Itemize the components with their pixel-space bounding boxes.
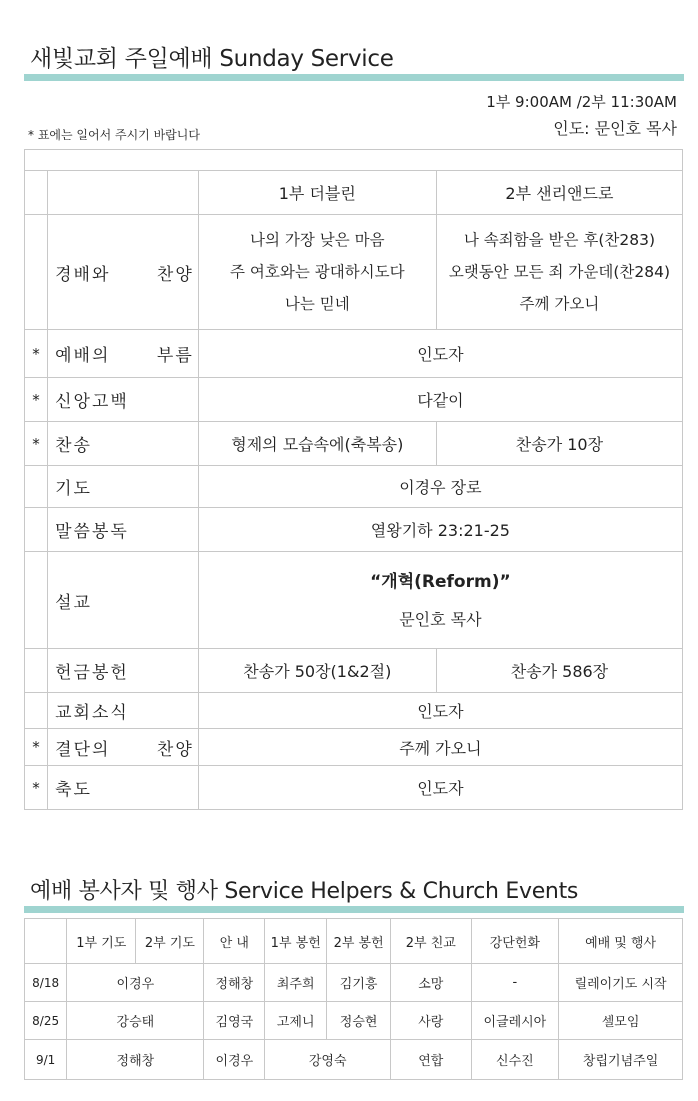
- row-value-first: 찬송가 50장(1&2절): [198, 649, 436, 693]
- praise-songs-first: 나의 가장 낮은 마음 주 여호와는 광대하시도다 나는 믿네: [198, 215, 436, 330]
- row-value: 다같이: [198, 378, 682, 422]
- row-label: 말씀봉독: [55, 522, 129, 542]
- helpers-header-row: [25, 919, 683, 964]
- standing-note: * 표에는 일어서 주시기 바랍니다: [28, 128, 200, 142]
- preacher: 문인호 목사: [399, 610, 482, 629]
- header-cell: 2부 친교: [391, 919, 471, 964]
- date-cell: 8/25: [25, 1002, 67, 1040]
- table-row: * 축도 인도자: [25, 766, 683, 810]
- sermon-cell: [198, 552, 682, 649]
- date-cell: 8/18: [25, 964, 67, 1002]
- column-header-first-service: 1부 더블린: [198, 171, 436, 215]
- date-cell: 9/1: [25, 1040, 67, 1080]
- table-row: [25, 508, 683, 552]
- header-cell: 2부 봉헌: [327, 919, 391, 964]
- table-row: [25, 693, 683, 729]
- row-label: 헌금봉헌: [55, 663, 129, 683]
- row-label: 기도: [55, 479, 92, 499]
- row-value: 열왕기하 23:21-25: [198, 508, 682, 552]
- helpers-divider: [24, 906, 684, 913]
- row-label: 결단의 찬양: [55, 739, 194, 760]
- table-row: 8/18 이경우 정해창 최주희 김기흥 소망 - 릴레이기도 시작: [25, 964, 683, 1002]
- row-label: 예배의 부름: [55, 346, 194, 366]
- header-cell: 1부 봉헌: [265, 919, 327, 964]
- row-label: 축도: [55, 780, 92, 800]
- sermon-title: “개혁(Reform)”: [370, 572, 511, 592]
- table-row: * 찬송 형제의 모습속에(축복송) 찬송가 10장: [25, 422, 683, 466]
- row-label: 설교: [55, 592, 92, 613]
- order-of-service-table: [24, 149, 683, 810]
- row-value: 인도자: [198, 693, 682, 729]
- row-value-second: 찬송가 10장: [436, 422, 682, 466]
- title-divider: [24, 74, 684, 81]
- table-row: [25, 215, 683, 330]
- service-leader: 인도: 문인호 목사: [553, 119, 677, 138]
- table-row: * 예배의 부름 인도자: [25, 330, 683, 378]
- row-value-first: 형제의 모습속에(축복송): [198, 422, 436, 466]
- row-label: 경배와 찬양: [55, 264, 194, 285]
- service-times: 1부 9:00AM /2부 11:30AM: [486, 93, 677, 111]
- praise-songs-second: 나 속죄함을 받은 후(찬283) 오랫동안 모든 죄 가운데(찬284) 주께 가오니: [436, 215, 682, 330]
- row-label: 찬송: [55, 436, 92, 456]
- table-row: 8/25 강승태 김영국 고제니 정승현 사랑 이글레시아 셀모임: [25, 1002, 683, 1040]
- table-row: * 신앙고백 다같이: [25, 378, 683, 422]
- table-row: * 결단의 찬양 주께 가오니: [25, 729, 683, 766]
- row-value: 주께 가오니: [198, 729, 682, 766]
- row-label: 신앙고백: [55, 392, 129, 412]
- table-row: [25, 649, 683, 693]
- helpers-title: 예배 봉사자 및 행사 Service Helpers & Church Events: [30, 879, 579, 904]
- table-row: 9/1 정해창 이경우 강영숙 연합 신수진 창립기념주일: [25, 1040, 683, 1080]
- row-value: 인도자: [198, 766, 682, 810]
- header-cell: 예배 및 행사: [559, 919, 683, 964]
- helpers-table: [24, 918, 683, 1080]
- header-cell: 강단헌화: [471, 919, 559, 964]
- header-cell: 1부 기도: [67, 919, 136, 964]
- row-value: 인도자: [198, 330, 682, 378]
- header-cell: 2부 기도: [136, 919, 204, 964]
- table-row: [25, 552, 683, 649]
- row-value: 이경우 장로: [198, 466, 682, 508]
- row-label: 교회소식: [55, 703, 129, 723]
- table-top-spacer: [25, 150, 683, 171]
- table-row: [25, 466, 683, 508]
- row-value-second: 찬송가 586장: [436, 649, 682, 693]
- column-header-second-service: 2부 샌리앤드로: [436, 171, 682, 215]
- header-cell: 안 내: [204, 919, 265, 964]
- page-title: 새빛교회 주일예배 Sunday Service: [30, 46, 394, 72]
